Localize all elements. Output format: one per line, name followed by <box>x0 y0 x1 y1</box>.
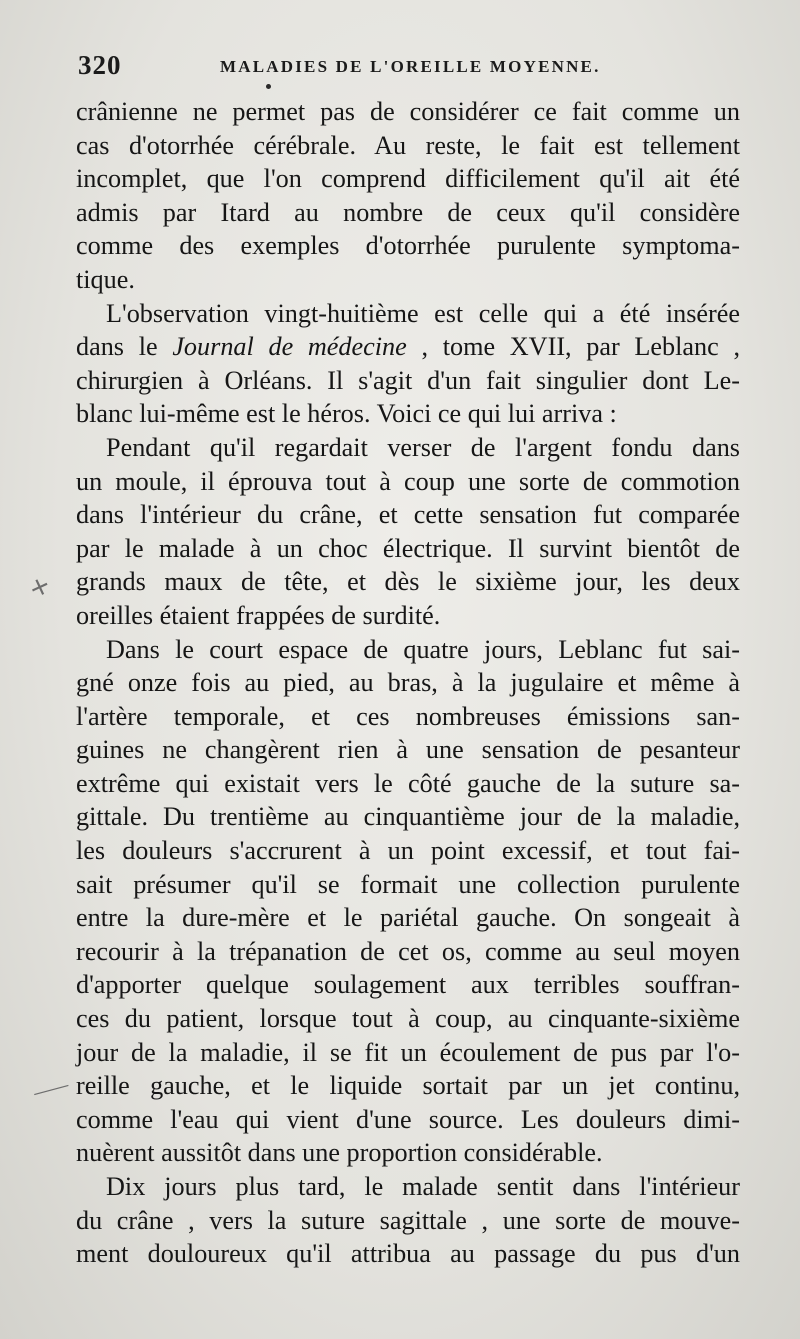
text-line: cas d'otorrhée cérébrale. Au reste, le fait est tellement <box>76 130 740 160</box>
text-line: nuèrent aussitôt dans une proportion considérable. <box>76 1138 603 1168</box>
text-line: entre la dure-mère et le pariétal gauche. On songeait à <box>76 903 740 933</box>
text-line: les douleurs s'accrurent à un point excessif, et tout fai- <box>76 836 740 866</box>
text-line: blanc lui-même est le héros. Voici ce qui lui arriva : <box>76 399 617 429</box>
paragraph-1 <box>76 95 740 297</box>
paragraph-5 <box>76 1170 740 1271</box>
margin-pencil-mark: ⸺ <box>29 1072 73 1107</box>
text-line: jour de la maladie, il se fit un écoulement de pus par l'o- <box>76 1037 740 1067</box>
text-line: gittale. Du trentième au cinquantième jour de la maladie, <box>76 802 740 832</box>
text-line: oreilles étaient frappées de surdité. <box>76 600 441 630</box>
text-line: chirurgien à Orléans. Il s'agit d'un fait singulier dont Le- <box>76 365 740 395</box>
paragraph-2 <box>76 297 740 431</box>
text-line: l'artère temporale, et ces nombreuses émissions san- <box>76 701 740 731</box>
text-line: sait présumer qu'il se formait une collection purulente <box>76 869 740 899</box>
page-number: 320 <box>78 50 122 80</box>
text-line: du crâne , vers la suture sagittale , une sorte de mouve- <box>76 1205 740 1235</box>
text-line: grands maux de tête, et dès le sixième jour, les deux <box>76 567 740 597</box>
text-segment: , tome XVII, par Leblanc , <box>406 332 740 362</box>
text-line: ment douloureux qu'il attribua au passage du pus d'un <box>76 1239 740 1269</box>
text-line: comme des exemples d'otorrhée purulente symptoma- <box>76 231 740 261</box>
text-line: tique. <box>76 264 135 294</box>
text-line: incomplet, que l'on comprend difficilement qu'il ait été <box>76 164 740 194</box>
ink-speck <box>266 84 271 89</box>
text-line: reille gauche, et le liquide sortait par un jet continu, <box>76 1071 740 1101</box>
text-line: guines ne changèrent rien à une sensation de pesanteur <box>76 735 740 765</box>
text-line: d'apporter quelque soulagement aux terribles souffran- <box>76 970 740 1000</box>
text-line: gné onze fois au pied, au bras, à la jugulaire et même à <box>76 668 740 698</box>
text-line: ces du patient, lorsque tout à coup, au cinquante-sixième <box>76 1004 740 1034</box>
text-line: admis par Itard au nombre de ceux qu'il considère <box>76 197 740 227</box>
text-line: recourir à la trépanation de cet os, comme au seul moyen <box>76 936 740 966</box>
text-line: extrême qui existait vers le côté gauche de la suture sa- <box>76 768 740 798</box>
text-segment: dans le <box>76 332 173 362</box>
text-line: crânienne ne permet pas de considérer ce fait comme un <box>76 97 740 126</box>
text-line: L'observation vingt-huitième est celle qui a été insérée <box>106 298 740 328</box>
paragraph-3 <box>76 431 740 633</box>
text-line: Dans le court espace de quatre jours, Leblanc fut sai- <box>106 634 740 664</box>
text-line: un moule, il éprouva tout à coup une sorte de commotion <box>76 466 740 496</box>
text-line: comme l'eau qui vient d'une source. Les douleurs dimi- <box>76 1104 740 1134</box>
text-line: Dix jours plus tard, le malade sentit dans l'intérieur <box>106 1172 740 1201</box>
running-head: MALADIES DE L'OREILLE MOYENNE. <box>220 57 601 76</box>
paragraph-4 <box>76 633 740 1171</box>
text-line: Pendant qu'il regardait verser de l'argent fondu dans <box>106 432 740 462</box>
text-line: dans l'intérieur du crâne, et cette sensation fut comparée <box>76 500 740 530</box>
body-text <box>76 95 740 1271</box>
margin-pencil-mark: ✕ <box>26 573 53 604</box>
text-line-with-title <box>76 330 740 364</box>
journal-title: Journal de médecine <box>172 332 407 362</box>
page-header <box>78 50 738 84</box>
text-line: par le malade à un choc électrique. Il survint bientôt de <box>76 533 740 563</box>
